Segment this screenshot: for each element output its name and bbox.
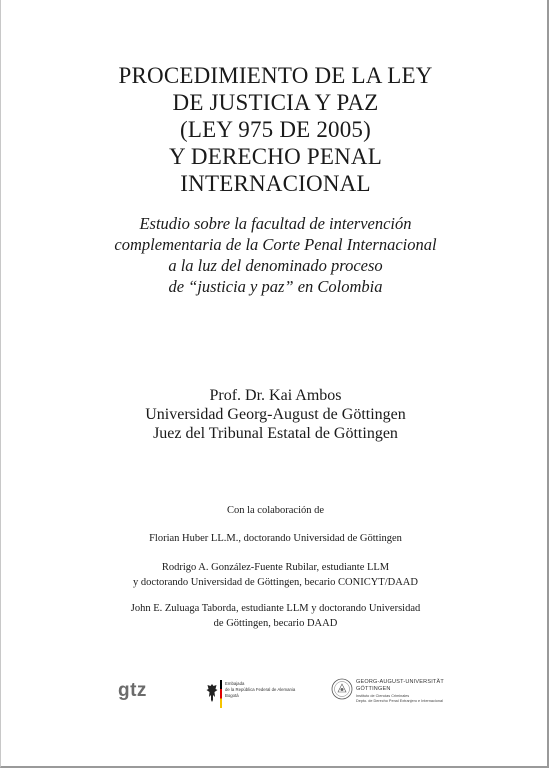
german-flag-bar: [220, 680, 222, 708]
subtitle-line: de “justicia y paz” en Colombia: [168, 277, 383, 296]
university-department: [356, 694, 443, 704]
embassy-text: [225, 681, 295, 699]
embassy-line: de la República Federal de Alemania: [225, 687, 296, 692]
collaborator-1: [1, 531, 549, 546]
university-seal-icon: [331, 678, 353, 700]
collaborator-line: de Göttingen, becario DAAD: [213, 618, 338, 629]
university-name: [356, 679, 444, 692]
subtitle-line: a la luz del denominado proceso: [168, 256, 383, 275]
collaborator-line: Florian Huber LL.M., doctorando Universidad de Göttingen: [149, 533, 402, 544]
gtz-logo: gtz: [118, 680, 147, 701]
collaborator-3: [1, 601, 549, 631]
subtitle-line: complementaria de la Corte Penal Internacional: [114, 235, 437, 254]
collaboration-heading: [1, 503, 549, 518]
department-line: Instituto de Ciencias Criminales: [356, 694, 410, 698]
title-line: (LEY 975 DE 2005): [180, 117, 371, 142]
department-line: Depto. de Derecho Penal Extranjero e Internacional: [356, 699, 443, 703]
author-block: [1, 386, 549, 443]
collaborator-line: y doctorando Universidad de Göttingen, becario CONICYT/DAAD: [133, 577, 418, 588]
university-name-line: GEORG-AUGUST-UNIVERSITÄT: [356, 679, 444, 685]
title-line: INTERNACIONAL: [180, 171, 371, 196]
collaborator-line: Rodrigo A. González-Fuente Rubilar, estudiante LLM: [161, 562, 390, 573]
embassy-line: Bogotá: [225, 693, 239, 698]
author-affiliation: Universidad Georg-August de Göttingen: [145, 406, 406, 423]
author-name: Prof. Dr. Kai Ambos: [209, 387, 342, 404]
title-line: DE JUSTICIA Y PAZ: [172, 90, 379, 115]
book-subtitle: [1, 213, 549, 297]
title-line: PROCEDIMIENTO DE LA LEY: [118, 63, 433, 88]
collaborator-line: John E. Zuluaga Taborda, estudiante LLM y doctorando Universidad: [130, 603, 421, 614]
university-logo: [331, 678, 444, 708]
title-line: Y DERECHO PENAL: [169, 144, 382, 169]
embassy-line: Embajada: [225, 681, 245, 686]
university-name-line: GÖTTINGEN: [356, 685, 391, 692]
book-title: [1, 62, 549, 197]
eagle-icon: [206, 682, 218, 704]
embassy-logo: [206, 680, 316, 708]
subtitle-line: Estudio sobre la facultad de intervención: [139, 214, 412, 233]
collaborator-2: [1, 560, 549, 590]
collaboration-heading-text: Con la colaboración de: [226, 505, 325, 516]
author-position: Juez del Tribunal Estatal de Göttingen: [153, 425, 398, 442]
